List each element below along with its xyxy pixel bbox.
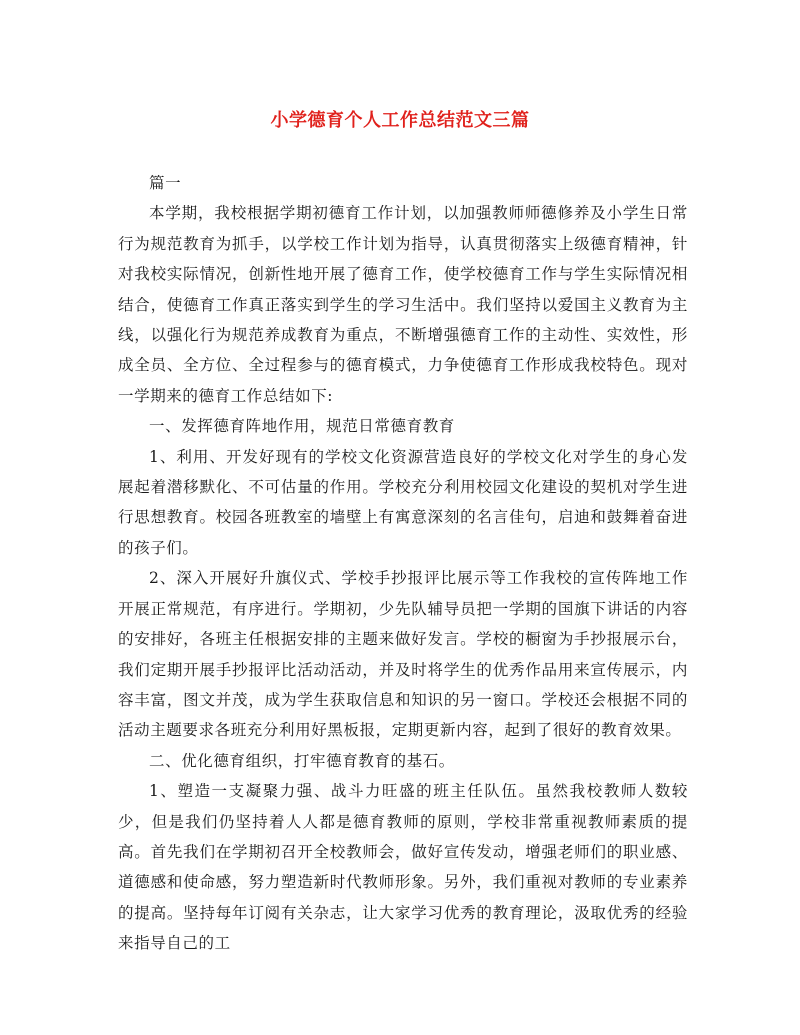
body-paragraph: 1、塑造一支凝聚力强、战斗力旺盛的班主任队伍。虽然我校教师人数较少，但是我们仍坚持着人人都是德育教师的原则，学校非常重视教师素质的提高。首先我们在学期初召开全校教师会，做好宣传发动，增强老师们的职业感、道德感和使命感，努力塑造新时代教师形象。另外，我们重视对教师的专业素养的提高。坚持每年订阅有关杂志，让大家学习优秀的教育理论，汲取优秀的经验来指导自己的工 (118, 782, 688, 953)
body-paragraph: 1、利用、开发好现有的学校文化资源营造良好的学校文化对学生的身心发展起着潜移默化、不可估量的作用。学校充分利用校园文化建设的契机对学生进行思想教育。校园各班教室的墙壁上有寓意深刻的名言佳句，启迪和鼓舞着奋进的孩子们。 (118, 447, 688, 557)
body-paragraph: 2、深入开展好升旗仪式、学校手抄报评比展示等工作我校的宣传阵地工作开展正常规范，有序进行。学期初，少先队辅导员把一学期的国旗下讲话的内容的安排好，各班主任根据安排的主题来做好发言。学校的橱窗为手抄报展示台，我们定期开展手抄报评比活动活动，并及时将学生的优秀作品用来宣传展示，内容丰富，图文并茂，成为学生获取信息和知识的另一窗口。学校还会根据不同的活动主题要求各班充分利用好黑板报，定期更新内容，起到了很好的教育效果。 (118, 569, 688, 740)
section-heading-one: 一、发挥德育阵地作用，规范日常德育教育 (149, 417, 455, 436)
intro-paragraph: 本学期，我校根据学期初德育工作计划，以加强教师师德修养及小学生日常行为规范教育为抓手，以学校工作计划为指导，认真贯彻落实上级德育精神，针对我校实际情况，创新性地开展了德育工作，使学校德育工作与学生实际情况相结合，使德育工作真正落实到学生的学习生活中。我们坚持以爱国主义教育为主线，以强化行为规范养成教育为重点，不断增强德育工作的主动性、实效性，形成全员、全方位、全过程参与的德育模式，力争使德育工作形成我校特色。现对一学期来的德育工作总结如下: (118, 204, 688, 405)
document-body (118, 168, 688, 959)
section-heading-two: 二、优化德育组织，打牢德育教育的基石。 (149, 751, 455, 770)
document-title: 小学德育个人工作总结范文三篇 (270, 110, 530, 131)
section-heading-part-one: 篇一 (149, 174, 182, 192)
